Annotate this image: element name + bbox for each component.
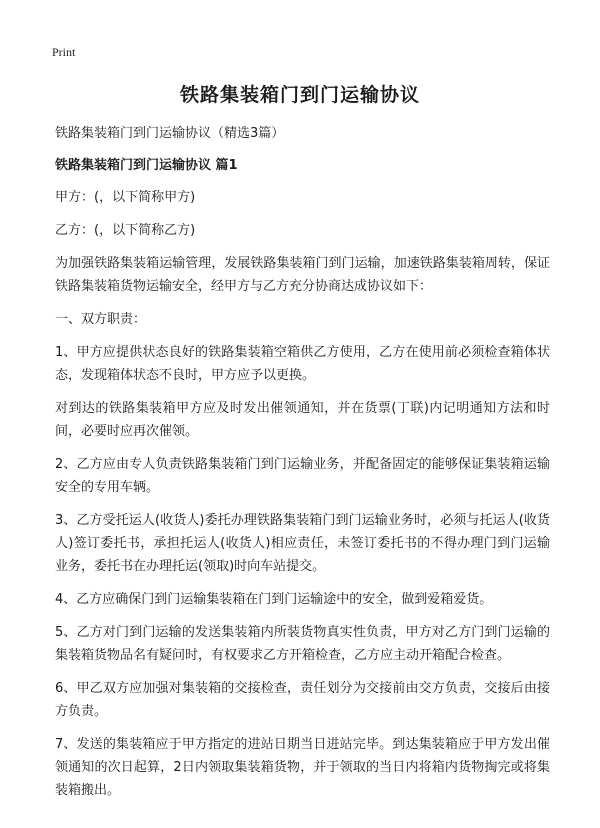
intro-paragraph: 为加强铁路集装箱运输管理，发展铁路集装箱门到门运输，加速铁路集装箱周转，保证铁路集装箱货物运输安全，经甲方与乙方充分协商达成协议如下： [55, 256, 550, 294]
clause-paragraph: 7、发送的集装箱应于甲方指定的进站日期当日进站完毕。到达集装箱应于甲方发出催领通知的次日起算，2日内领取集装箱货物，并于领取的当日内将箱内货物掏完或将集装箱搬出。 [55, 737, 550, 798]
clause-paragraph: 6、甲乙双方应加强对集装箱的交接检查，责任划分为交接前由交方负责，交接后由接方负责。 [55, 681, 550, 719]
clause-paragraph: 对到达的铁路集装箱甲方应及时发出催领通知，并在货票(丁联)内记明通知方法和时间，必要时应再次催领。 [55, 401, 550, 439]
duties-heading: 一、双方职责： [55, 312, 147, 327]
clause-paragraph: 4、乙方应确保门到门运输集装箱在门到门运输途中的安全，做到爱箱爱货。 [55, 592, 493, 607]
clause-paragraph: 1、甲方应提供状态良好的铁路集装箱空箱供乙方使用，乙方在使用前必须检查箱体状态，发现箱体状态不良时，甲方应予以更换。 [55, 345, 550, 383]
print-link[interactable]: Print [52, 45, 76, 59]
section-heading: 铁路集装箱门到门运输协议 篇1 [55, 158, 238, 173]
page-title: 铁路集装箱门到门运输协议 [179, 84, 420, 106]
document-body [55, 122, 550, 812]
clause-paragraph: 3、乙方受托运人(收货人)委托办理铁路集装箱门到门运输业务时，必须与托运人(收货人)签订委托书，承担托运人(收货人)相应责任，未签订委托书的不得办理门到门运输业务，委托书在办理托运(领取)时向车站提交。 [55, 513, 550, 574]
clause-paragraph: 5、乙方对门到门运输的发送集装箱内所装货物真实性负责，甲方对乙方门到门运输的集装箱货物品名有疑问时，有权要求乙方开箱检查，乙方应主动开箱配合检查。 [55, 625, 550, 663]
party-a-line: 甲方：(，以下简称甲方) [55, 190, 196, 205]
clause-paragraph: 2、乙方应由专人负责铁路集装箱门到门运输业务，并配备固定的能够保证集装箱运输安全的专用车辆。 [55, 457, 550, 495]
party-b-line: 乙方：(，以下简称乙方) [55, 223, 196, 238]
document-subtitle: 铁路集装箱门到门运输协议（精选3篇） [55, 126, 285, 141]
